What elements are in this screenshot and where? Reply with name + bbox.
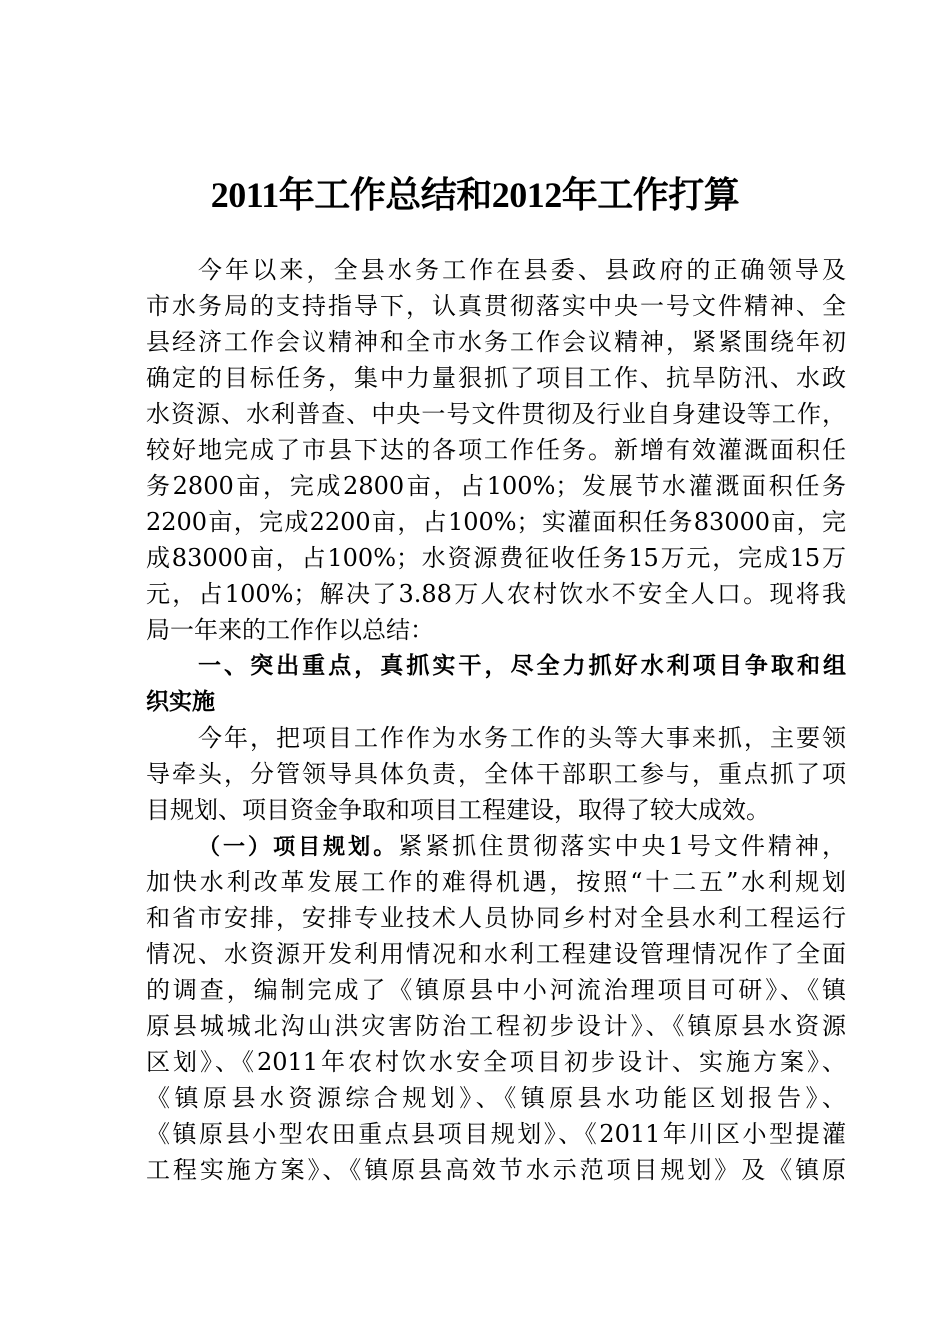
subsection-first-line [146, 828, 846, 864]
intro-line: 成83000亩，占100%；水资源费征收任务15万元，完成15万 [146, 544, 846, 572]
intro-line: 较好地完成了市县下达的各项工作任务。新增有效灌溉面积任 [146, 436, 846, 464]
subsection-heading: （一）项目规划。 [198, 835, 399, 860]
subsection-line: 加快水利改革发展工作的难得机遇，按照“十二五”水利规划 [146, 868, 846, 896]
section-paragraph-line: 导牵头，分管领导具体负责，全体干部职工参与，重点抓了项 [146, 760, 846, 788]
intro-line: 局一年来的工作作以总结： [146, 616, 434, 644]
subsection-line: 区划》、《2011年农村饮水安全项目初步设计、实施方案》、 [146, 1048, 846, 1076]
subsection-line: 《镇原县水资源综合规划》、《镇原县水功能区划报告》、 [146, 1084, 846, 1112]
section-paragraph-line: 今年，把项目工作作为水务工作的头等大事来抓，主要领 [198, 724, 846, 752]
intro-line: 县经济工作会议精神和全市水务工作会议精神，紧紧围绕年初 [146, 328, 846, 356]
subsection-line: 和省市安排，安排专业技术人员协同乡村对全县水利工程运行 [146, 904, 846, 932]
subsection-line: 情况、水资源开发利用情况和水利工程建设管理情况作了全面 [146, 940, 846, 968]
document-body [146, 252, 846, 1188]
intro-line: 确定的目标任务，集中力量狠抓了项目工作、抗旱防汛、水政 [146, 364, 846, 392]
section-heading: 一、突出重点，真抓实干，尽全力抓好水利项目争取和组 [198, 653, 846, 679]
document-title: 2011年工作总结和2012年工作打算 [210, 175, 740, 215]
section-paragraph-line: 目规划、项目资金争取和项目工程建设，取得了较大成效。 [146, 796, 770, 824]
subsection-line: 《镇原县小型农田重点县项目规划》、《2011年川区小型提灌 [146, 1120, 846, 1148]
subsection-first-line-text: 紧紧抓住贯彻落实中央1号文件精神， [398, 832, 846, 860]
intro-line: 市水务局的支持指导下，认真贯彻落实中央一号文件精神、全 [146, 292, 846, 320]
intro-line: 务2800亩，完成2800亩，占100%；发展节水灌溉面积任务 [146, 472, 846, 500]
subsection-line: 的调查，编制完成了《镇原县中小河流治理项目可研》、《镇 [146, 976, 846, 1004]
intro-line: 水资源、水利普查、中央一号文件贯彻及行业自身建设等工作， [146, 400, 846, 428]
intro-line: 2200亩，完成2200亩，占100%；实灌面积任务83000亩，完 [146, 508, 846, 536]
subsection-line: 工程实施方案》、《镇原县高效节水示范项目规划》及《镇原 [146, 1156, 846, 1184]
subsection-line: 原县城城北沟山洪灾害防治工程初步设计》、《镇原县水资源 [146, 1012, 846, 1040]
intro-line: 元，占100%；解决了3.88万人农村饮水不安全人口。现将我 [146, 580, 846, 608]
section-heading: 织实施 [146, 689, 215, 715]
intro-line: 今年以来，全县水务工作在县委、县政府的正确领导及 [198, 256, 846, 284]
